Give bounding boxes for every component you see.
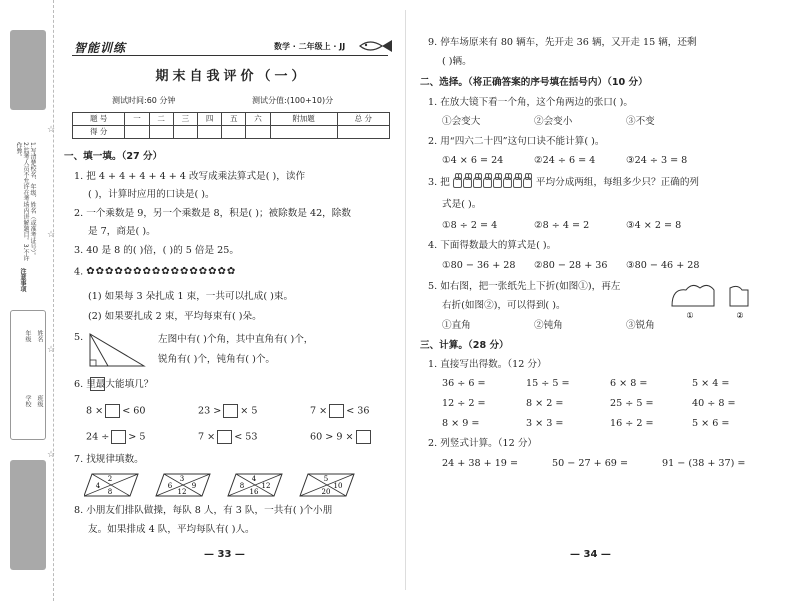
inequality-left: 24 ÷	[86, 431, 110, 443]
option[interactable]: ②24 ÷ 6 = 4	[534, 155, 596, 166]
pattern-parallelogram	[84, 474, 138, 496]
option[interactable]: ①会变大	[442, 116, 481, 127]
figure-label: ②	[736, 311, 744, 320]
question-text: 8. 小朋友们排队做操，每队 8 人，有 3 队，一共有( )个小朋	[74, 505, 333, 516]
calc-item: 5 × 4 =	[692, 378, 730, 389]
inequality	[310, 404, 370, 418]
option[interactable]: ②钝角	[534, 320, 563, 331]
question-text: 右折(如图②)，可以得到( )。	[442, 300, 566, 311]
flower-icons: ✿✿✿✿✿✿✿✿✿✿✿✿✿✿✿✿	[86, 266, 237, 277]
calc-item: 8 × 2 =	[526, 398, 564, 409]
question-number: 5.	[74, 332, 84, 343]
cut-line	[53, 0, 54, 601]
rabbit-icon	[473, 177, 482, 188]
inequality	[310, 430, 373, 444]
sidebar-notice: 1.写清楚校名、年级、姓名（或准考证号）。2.监考人员不允许在考场内讲解题目。3.不许作弊。	[15, 142, 36, 262]
calc-item: 5 × 6 =	[692, 418, 730, 429]
question-text: 是 7，商是( )。	[88, 226, 156, 237]
option[interactable]: ③锐角	[626, 320, 655, 331]
inequality-right: > 5	[128, 431, 146, 443]
table-cell: 附加题	[270, 113, 337, 126]
option[interactable]: ③80 − 46 + 28	[626, 260, 700, 271]
score-input-cell[interactable]	[246, 126, 270, 139]
question-number: 4.	[74, 266, 84, 278]
test-time: 测试时间:60 分钟	[112, 96, 176, 105]
question-text: 7. 找规律填数。	[74, 454, 144, 465]
answer-box[interactable]	[90, 377, 105, 391]
pattern-number: 10	[333, 482, 343, 490]
calc-item: 12 ÷ 2 =	[442, 398, 486, 409]
page-number: — 33 —	[204, 549, 245, 560]
sidebar-band-bottom	[10, 460, 46, 570]
score-input-cell[interactable]	[197, 126, 221, 139]
sidebar-band-top	[10, 30, 46, 110]
star-icon: ☆	[47, 450, 56, 460]
table-cell: 二	[149, 113, 173, 126]
question-text: 5. 如右图，把一张纸先上下折(如图①)，再左	[428, 281, 621, 292]
question-text: 6. 里最大能填几？	[74, 379, 154, 390]
option[interactable]: ②会变小	[534, 116, 573, 127]
question-text: 2. 列竖式计算。（12 分）	[428, 438, 538, 449]
inequality-left: 23 >	[198, 405, 222, 417]
calc-item: 40 ÷ 8 =	[692, 398, 736, 409]
calc-item: 24 + 38 + 19 =	[442, 458, 518, 469]
score-input-cell[interactable]	[149, 126, 173, 139]
inequality	[86, 404, 146, 418]
question-flowers	[74, 265, 236, 279]
pattern-number: 4	[251, 475, 257, 483]
answer-box[interactable]	[329, 404, 344, 418]
option[interactable]: ②80 − 28 + 36	[534, 260, 608, 271]
fish-icon	[358, 38, 394, 54]
score-input-cell[interactable]	[337, 126, 389, 139]
page-33	[62, 0, 402, 601]
question-text: 2. 用“四六二十四”这句口诀不能计算( )。	[428, 136, 605, 147]
table-cell: 题 号	[73, 113, 125, 126]
inequality-left: 7 ×	[198, 431, 216, 443]
answer-box[interactable]	[356, 430, 371, 444]
table-cell: 六	[246, 113, 270, 126]
option[interactable]: ②8 ÷ 4 = 2	[534, 220, 590, 231]
question-text: 3. 40 是 8 的( )倍，( )的 5 倍是 25。	[74, 245, 239, 256]
table-row	[73, 126, 390, 139]
calc-item: 25 ÷ 5 =	[610, 398, 654, 409]
calc-item: 50 − 27 + 69 =	[552, 458, 628, 469]
paper-fold-figure	[668, 282, 788, 322]
sidebar-field-name: 姓名	[36, 330, 43, 342]
inequality-right: < 53	[234, 431, 258, 443]
answer-box[interactable]	[111, 430, 126, 444]
question-text: 1. 直接写出得数。（12 分）	[428, 359, 547, 370]
answer-box[interactable]	[105, 404, 120, 418]
pattern-number: 20	[321, 488, 331, 496]
pattern-parallelogram	[300, 474, 354, 496]
section-heading: 一、填一填。（27 分）	[64, 151, 163, 162]
pattern-number: 5	[323, 475, 329, 483]
page-number: — 34 —	[570, 549, 611, 560]
test-score: 测试分值:(100+10)分	[252, 96, 334, 105]
pattern-number: 12	[261, 482, 271, 490]
option[interactable]: ①直角	[442, 320, 471, 331]
page-title: 期末自我评价（一）	[155, 69, 309, 84]
binding-sidebar	[0, 0, 62, 601]
table-cell: 得 分	[73, 126, 125, 139]
pattern-number: 16	[249, 488, 259, 496]
sidebar-field-grade: 年级	[24, 330, 31, 342]
rabbit-icon	[483, 177, 492, 188]
question-text: ( )，计算时应用的口诀是( )。	[88, 189, 215, 200]
inequality-right: × 5	[240, 405, 258, 417]
pattern-number: 12	[177, 488, 187, 496]
inequality-left: 7 ×	[310, 405, 328, 417]
pattern-number: 2	[107, 475, 113, 483]
pattern-number: 6	[167, 482, 173, 490]
calc-item: 3 × 3 =	[526, 418, 564, 429]
question-text	[74, 379, 153, 392]
inequality	[198, 404, 258, 418]
question-text: 左图中有( )个角，其中直角有( )个，	[158, 334, 314, 345]
question-text	[428, 177, 699, 190]
pattern-number: 8	[239, 482, 245, 490]
question-text: 9. 停车场原来有 80 辆车，先开走 36 辆，又开走 15 辆，还剩	[428, 37, 697, 48]
question-text: (2) 如果要扎成 2 束，平均每束有( )朵。	[88, 311, 262, 322]
question-text: 友。如果排成 4 队，平均每队有( )人。	[88, 524, 255, 535]
calc-item: 16 ÷ 2 =	[610, 418, 654, 429]
score-input-cell[interactable]	[222, 126, 246, 139]
inequality-left: 8 ×	[86, 405, 104, 417]
question-text: 平均分成两组，每组多少只？正确的列	[535, 177, 700, 188]
inequality-right: < 60	[122, 405, 146, 417]
pattern-parallelogram	[228, 474, 282, 496]
calc-item: 6 × 8 =	[610, 378, 648, 389]
rabbit-icon	[463, 177, 472, 188]
calc-item: 15 ÷ 5 =	[526, 378, 570, 389]
question-text: 2. 一个乘数是 9，另一个乘数是 8，积是( )；被除数是 42，除数	[74, 208, 351, 219]
pattern-number: 3	[179, 475, 185, 483]
inequality	[198, 430, 258, 444]
option[interactable]: ①80 − 36 + 28	[442, 260, 516, 271]
option[interactable]: ③不变	[626, 116, 655, 127]
rabbit-icon	[453, 177, 462, 188]
section-heading: 二、选择。（将正确答案的序号填在括号内）（10 分）	[420, 77, 648, 88]
brand-title: 智能训练	[74, 41, 127, 55]
question-text: 1. 在放大镜下看一个角，这个角两边的张口( )。	[428, 97, 634, 108]
inequality	[86, 430, 146, 444]
option[interactable]: ③24 ÷ 3 = 8	[626, 155, 688, 166]
table-cell: 总 分	[337, 113, 389, 126]
question-text: ( )辆。	[442, 56, 472, 67]
sidebar-field-school: 学校	[24, 395, 31, 407]
question-text: 3. 把	[428, 177, 450, 188]
pattern-figures	[84, 472, 384, 498]
sidebar-field-class: 班级	[36, 395, 43, 407]
calc-item: 91 − (38 + 37) =	[662, 458, 746, 469]
grade-label: 数学 · 二年级上 · JJ	[274, 42, 346, 51]
sidebar-notice-title: 注意事项	[19, 268, 26, 292]
option[interactable]: ③4 × 2 = 8	[626, 220, 682, 231]
section-heading: 三、计算。（28 分）	[420, 340, 509, 351]
star-icon: ☆	[47, 125, 56, 135]
question-text: 锐角有( )个，钝角有( )个。	[158, 354, 276, 365]
score-input-cell[interactable]	[125, 126, 149, 139]
pattern-number: 8	[107, 488, 113, 496]
rabbit-icon	[503, 177, 512, 188]
table-cell: 四	[197, 113, 221, 126]
star-icon: ☆	[47, 345, 56, 355]
answer-box[interactable]	[223, 404, 238, 418]
inequality-left: 60 > 9 ×	[310, 431, 354, 443]
figure-label: ①	[686, 311, 694, 320]
rabbit-icon	[493, 177, 502, 188]
pattern-number: 9	[191, 482, 197, 490]
option[interactable]: ①4 × 6 = 24	[442, 155, 504, 166]
page-34	[414, 0, 794, 601]
question-text: 4. 下面得数最大的算式是( )。	[428, 240, 557, 251]
rabbit-icon	[513, 177, 522, 188]
option[interactable]: ①8 ÷ 2 = 4	[442, 220, 498, 231]
table-row	[73, 113, 390, 126]
score-input-cell[interactable]	[173, 126, 197, 139]
question-text: 式是( )。	[442, 199, 482, 210]
question-text: 1. 把 4 + 4 + 4 + 4 + 4 改写成乘法算式是( )，读作	[74, 171, 306, 182]
table-cell: 五	[222, 113, 246, 126]
inequality-right: < 36	[346, 405, 370, 417]
rabbit-icons	[453, 177, 536, 188]
page-divider	[405, 10, 406, 590]
triangle-figure	[86, 330, 148, 370]
calc-item: 36 ÷ 6 =	[442, 378, 486, 389]
score-input-cell[interactable]	[270, 126, 337, 139]
score-table	[72, 112, 390, 139]
rabbit-icon	[523, 177, 532, 188]
calc-item: 8 × 9 =	[442, 418, 480, 429]
table-cell: 三	[173, 113, 197, 126]
table-cell: 一	[125, 113, 149, 126]
header-rule	[72, 55, 388, 56]
pattern-parallelogram	[156, 474, 210, 496]
pattern-number: 4	[95, 482, 101, 490]
question-text: (1) 如果每 3 朵扎成 1 束，一共可以扎成( )束。	[88, 291, 294, 302]
answer-box[interactable]	[217, 430, 232, 444]
star-icon: ☆	[47, 230, 56, 240]
